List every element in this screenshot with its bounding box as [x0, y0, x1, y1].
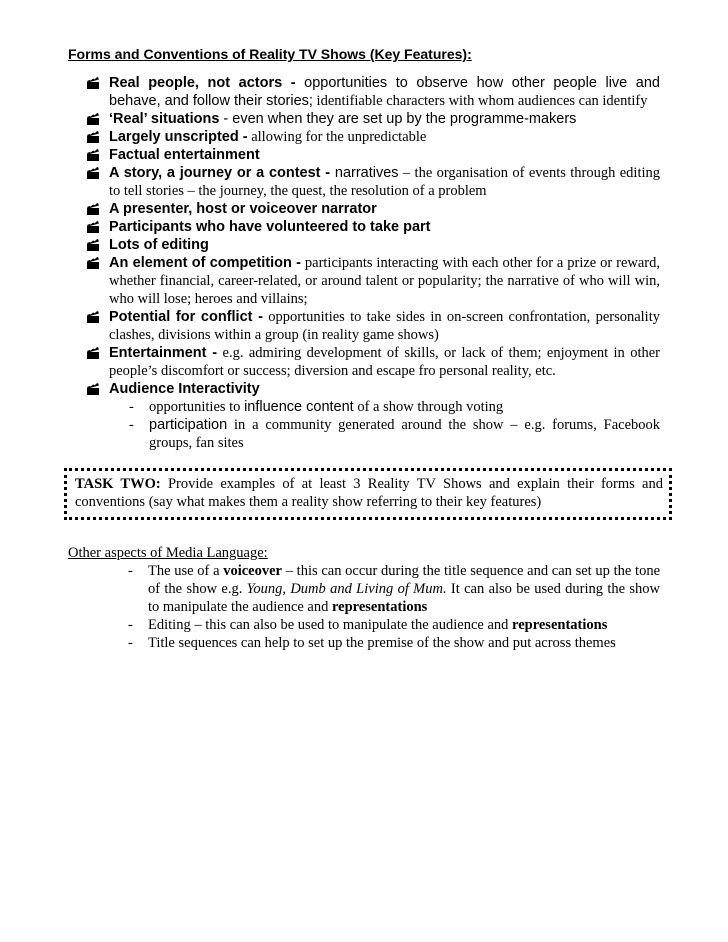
list-item: Potential for conflict - opportunities to take sides in on-screen confrontation, personality clashes, divisions within a group (in reality game shows)	[109, 308, 660, 344]
list-item: - Editing – this can also be used to manipulate the audience and representations	[148, 616, 660, 634]
list-item: - The use of a voiceover – this can occur during the title sequence and can set up the tone of the show e.g. Young, Dumb and Living of Mum. It can also be used during the show to manipulate the audience and representations	[148, 562, 660, 616]
list-item: A story, a journey or a contest - narratives – the organisation of events through editing to tell stories – the journey, the quest, the resolution of a problem	[109, 164, 660, 200]
list-item: Real people, not actors - opportunities to observe how other people live and behave, and follow their stories; identifiable characters with whom audiences can identify	[109, 74, 660, 110]
list-item: Audience Interactivity - opportunities to influence content of a show through voting - participation in a community generated around the show – e.g. forums, Facebook groups, fan sites	[109, 380, 660, 452]
clapperboard-icon	[86, 148, 100, 162]
list-item: ‘Real’ situations - even when they are set up by the programme-makers	[109, 110, 660, 128]
list-item: An element of competition - participants interacting with each other for a prize or reward, whether financial, career-related, or around talent or popularity; the narrative of who will win, who will lose; heroes and villains;	[109, 254, 660, 308]
clapperboard-icon	[86, 166, 100, 180]
task-label: TASK TWO:	[75, 476, 161, 492]
feature-list	[68, 74, 660, 452]
clapperboard-icon	[86, 256, 100, 270]
list-item: Entertainment - e.g. admiring development of skills, or lack of them; enjoyment in other people’s discomfort or success; diversion and escape fro personal reality, etc.	[109, 344, 660, 380]
list-item: - opportunities to influence content of a show through voting	[149, 398, 660, 416]
task-box	[64, 468, 672, 520]
clapperboard-icon	[86, 310, 100, 324]
page-title: Forms and Conventions of Reality TV Shows (Key Features):	[68, 46, 472, 62]
other-list	[68, 562, 660, 652]
clapperboard-icon	[86, 382, 100, 396]
list-item: - participation in a community generated around the show – e.g. forums, Facebook groups, fan sites	[149, 416, 660, 452]
list-item: - Title sequences can help to set up the premise of the show and put across themes	[148, 634, 660, 652]
list-item: Largely unscripted - allowing for the unpredictable	[109, 128, 660, 146]
list-item: Lots of editing	[109, 236, 660, 254]
section-title: Other aspects of Media Language:	[68, 545, 268, 561]
list-item: Participants who have volunteered to take part	[109, 218, 660, 236]
clapperboard-icon	[86, 130, 100, 144]
clapperboard-icon	[86, 112, 100, 126]
clapperboard-icon	[86, 76, 100, 90]
list-item: A presenter, host or voiceover narrator	[109, 200, 660, 218]
clapperboard-icon	[86, 238, 100, 252]
task-text: Provide examples of at least 3 Reality TV Shows and explain their forms and conventions (say what makes them a reality show referring to their key features)	[75, 476, 663, 510]
clapperboard-icon	[86, 346, 100, 360]
clapperboard-icon	[86, 202, 100, 216]
document-page	[68, 46, 663, 652]
list-item: Factual entertainment	[109, 146, 660, 164]
clapperboard-icon	[86, 220, 100, 234]
interactivity-list	[109, 398, 660, 452]
